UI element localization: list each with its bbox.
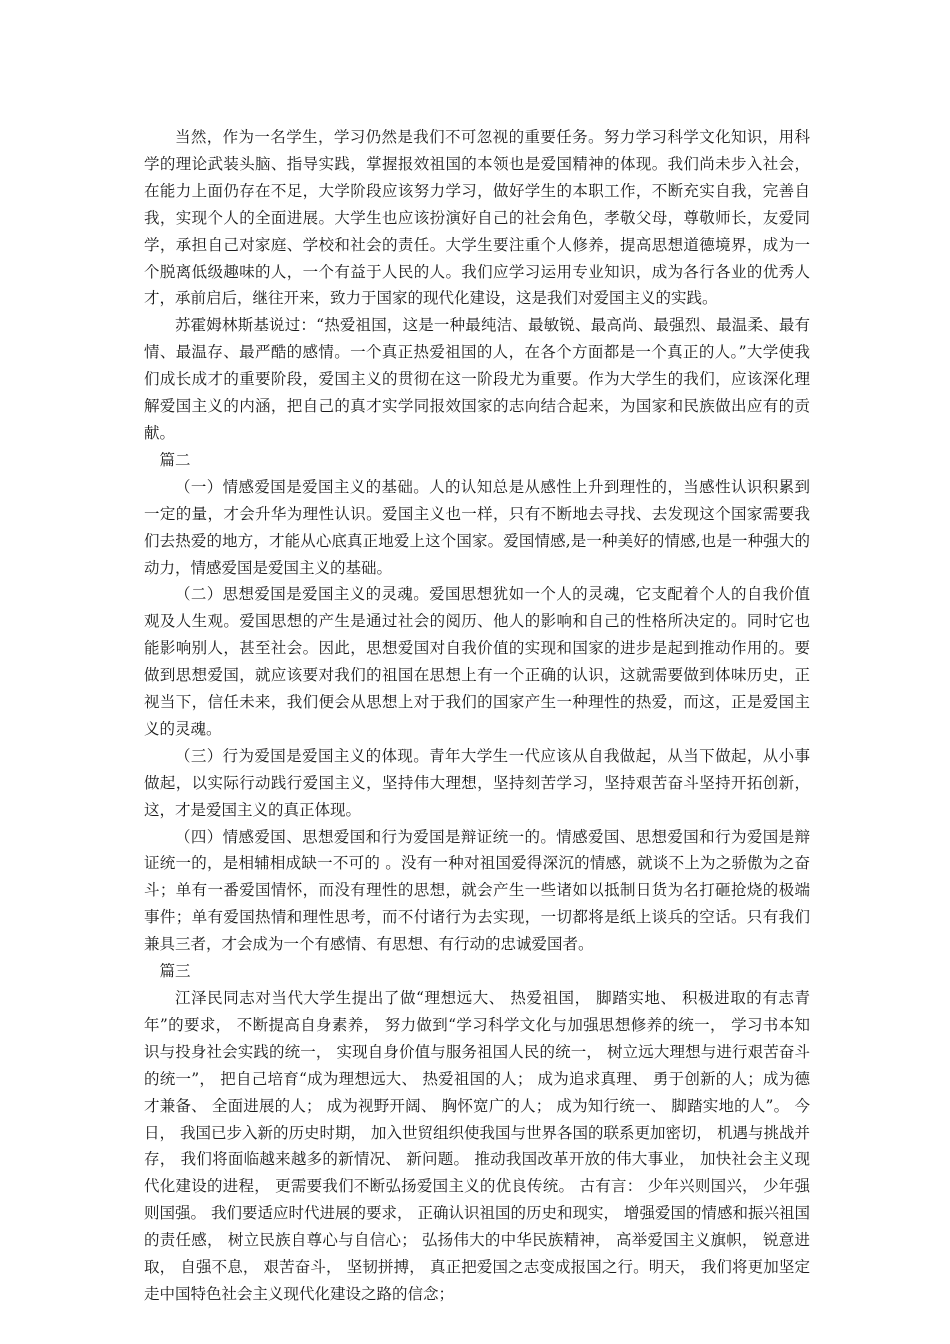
paragraph-section-3: 江泽民同志对当代大学生提出了做“理想远大、 热爱祖国， 脚踏实地、 积极进取的有志青年”的要求， 不断提高自身素养， 努力做到“学习科学文化与加强思想修养的统一， 学习书本知识与投身社会实践的统一， 实现自身价值与服务祖国人民的统一， 树立远大理想与进行艰苦奋斗的统一”， 把自己培育“成为理想远大、 热爱祖国的人； 成为追求真理、 勇于创新的人；成为德才兼备、 全面进展的人； 成为视野开阔、 胸怀宽广的人； 成为知行统一、 脚踏实地的人”。 今日， 我国已步入新的历史时期， 加入世贸组织使我国与世界各国的联系更加密切， 机遇与挑战并存， 我们将面临越来越多的新情况、 新问题。 推动我国改革开放的伟大事业， 加快社会主义现代化建设的进程， 更需要我们不断弘扬爱国主义的优良传统。 古有言： 少年兴则国兴， 少年强则国强。 我们要适应时代进展的要求， 正确认识祖国的历史和现实， 增强爱国的情感和振兴祖国的责任感， 树立民族自尊心与自信心； 弘扬伟大的中华民族精神， 高举爱国主义旗帜， 锐意进取， 自强不息， 艰苦奋斗， 坚韧拼搏， 真正把爱国之志变成报国之行。明天， 我们将更加坚定走中国特色社会主义现代化建设之路的信念； xyxy=(144,989,810,1303)
paragraph-point-3: （三）行为爱国是爱国主义的体现。青年大学生一代应该从自我做起，从当下做起，从小事做起，以实际行动践行爱国主义，坚持伟大理想，坚持刻苦学习，坚持艰苦奋斗坚持开拓创新，这，才是爱国主义的真正体现。 xyxy=(144,746,810,819)
paragraph-point-1: （一）情感爱国是爱国主义的基础。人的认知总是从感性上升到理性的，当感性认识积累到一定的量，才会升华为理性认识。爱国主义也一样，只有不断地去寻找、去发现这个国家需要我们去热爱的地方，才能从心底真正地爱上这个国家。爱国情感,是一种美好的情感,也是一种强大的动力，情感爱国是爱国主义的基础。 xyxy=(144,477,810,577)
paragraph-point-2: （二）思想爱国是爱国主义的灵魂。爱国思想犹如一个人的灵魂，它支配着个人的自我价值观及人生观。爱国思想的产生是通过社会的阅历、他人的影响和自己的性格所决定的。同时它也能影响别人，甚至社会。因此，思想爱国对自我价值的实现和国家的进步是起到推动作用的。要做到思想爱国，就应该要对我们的祖国在思想上有一个正确的认识，这就需要做到体味历史，正视当下，信任未来，我们便会从思想上对于我们的国家产生一种理性的热爱，而这，正是爱国主义的灵魂。 xyxy=(144,585,810,738)
section-heading-2: 篇二 xyxy=(159,450,191,469)
paragraph-point-4: （四）情感爱国、思想爱国和行为爱国是辩证统一的。情感爱国、思想爱国和行为爱国是辩证统一的，是相辅相成缺一不可的 。没有一种对祖国爱得深沉的情感，就谈不上为之骄傲为之奋斗；单有一番爱国情怀，而没有理性的思想，就会产生一些诸如以抵制日货为名打砸抢烧的极端事件；单有爱国热情和理性思考，而不付诸行为去实现，一切都将是纸上谈兵的空话。只有我们兼具三者，才会成为一个有感情、有思想、有行动的忠诚爱国者。 xyxy=(144,827,810,954)
paragraph-quote: 苏霍姆林斯基说过：“热爱祖国，这是一种最纯洁、最敏锐、最高尚、最强烈、最温柔、最有情、最温存、最严酷的感情。一个真正热爱祖国的人，在各个方面都是一个真正的人。”大学使我们成长成才的重要阶段，爱国主义的贯彻在这一阶段尤为重要。作为大学生的我们，应该深化理解爱国主义的内涵，把自己的真才实学同报效国家的志向结合起来，为国家和民族做出应有的贡献。 xyxy=(144,316,810,442)
paragraph-study: 当然，作为一名学生，学习仍然是我们不可忽视的重要任务。努力学习科学文化知识，用科学的理论武装头脑、指导实践，掌握报效祖国的本领也是爱国精神的体现。我们尚未步入社会，在能力上面仍存在不足，大学阶段应该努力学习，做好学生的本职工作，不断充实自我，完善自我，实现个人的全面进展。大学生也应该扮演好自己的社会角色，孝敬父母，尊敬师长，友爱同学，承担自己对家庭、学校和社会的责任。大学生要注重个人修养，提高思想道德境界，成为一个脱离低级趣味的人，一个有益于人民的人。我们应学习运用专业知识，成为各行各业的优秀人才，承前启后，继往开来，致力于国家的现代化建设，这是我们对爱国主义的实践。 xyxy=(144,128,810,308)
section-heading-3: 篇三 xyxy=(159,962,191,981)
document-body xyxy=(144,124,810,1308)
